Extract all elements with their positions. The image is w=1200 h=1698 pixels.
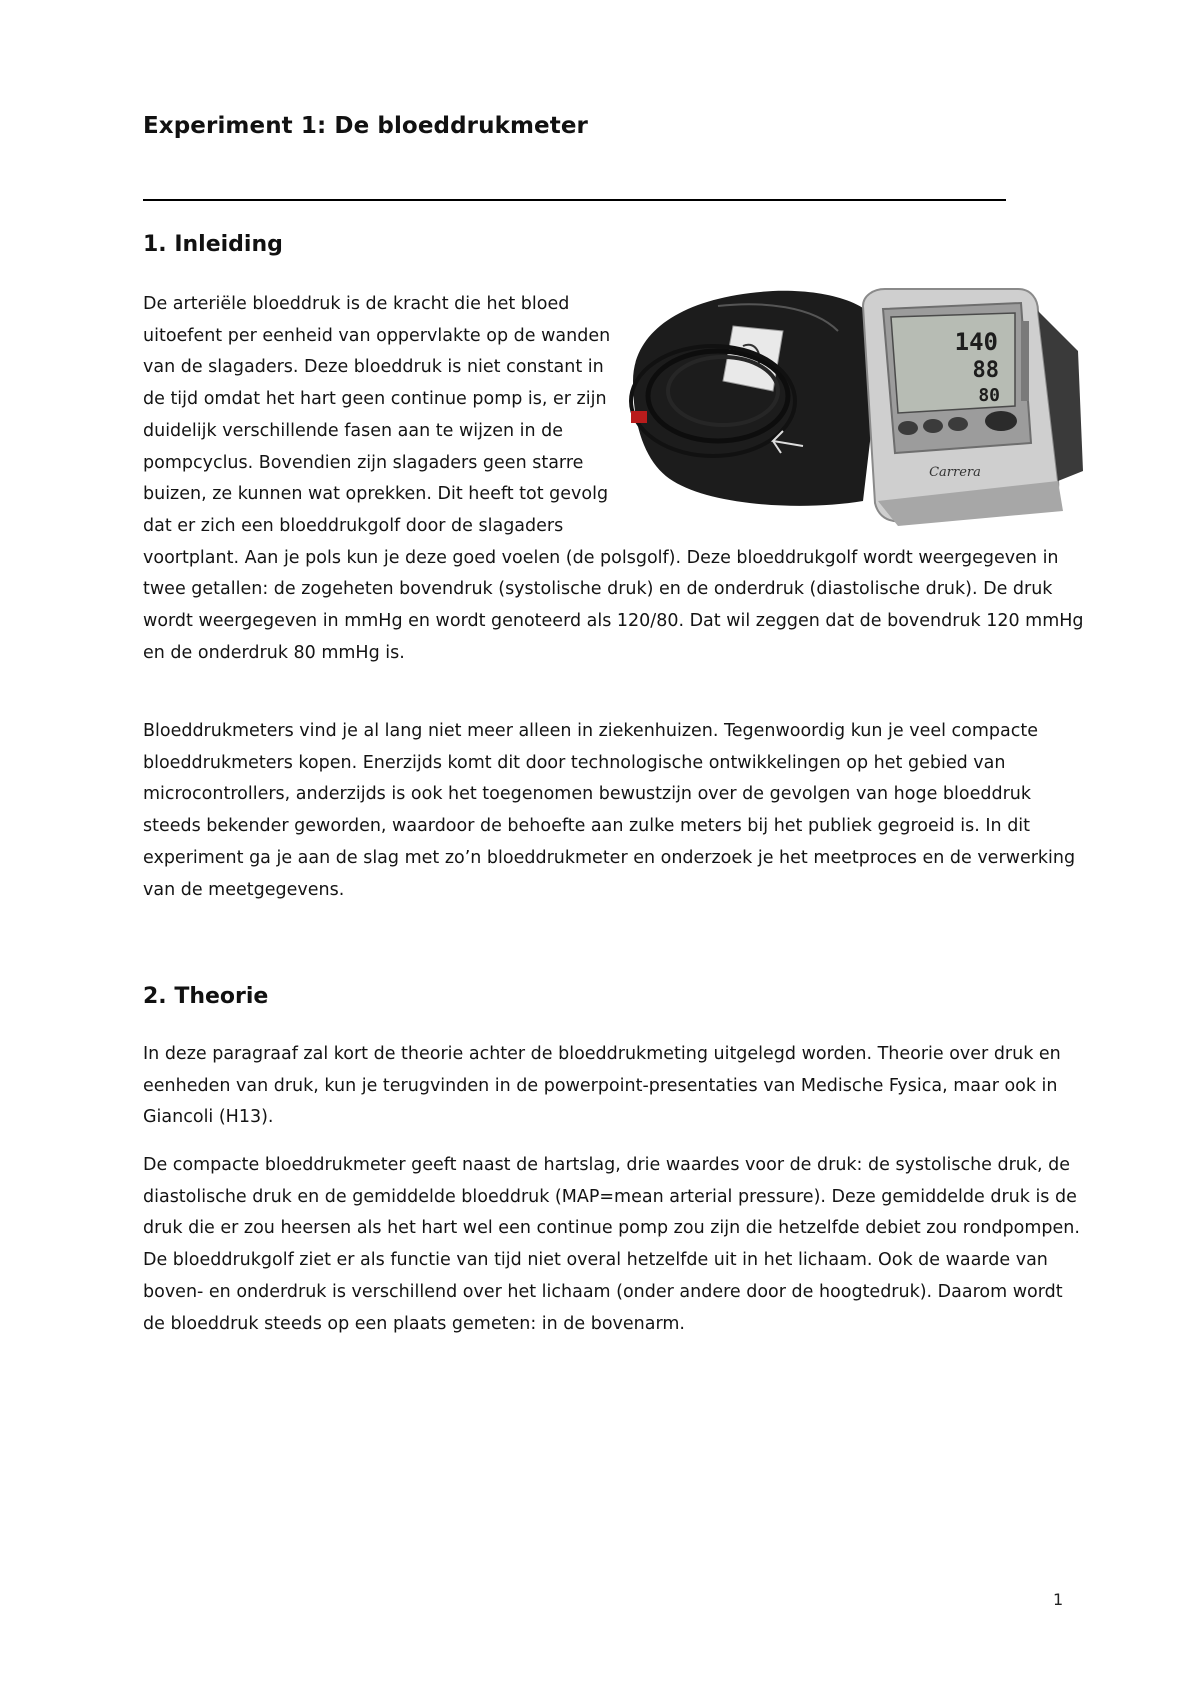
- monitor-brand-label: Carrera: [929, 465, 981, 480]
- section-heading-theorie: 2. Theorie: [143, 984, 269, 1009]
- blood-pressure-monitor-image: [623, 271, 1093, 536]
- document-title: Experiment 1: De bloeddrukmeter: [143, 113, 588, 139]
- lcd-pulse-readout: 80: [978, 385, 1000, 406]
- intro-paragraph-2: Bloeddrukmeters vind je al lang niet meer alleen in ziekenhuizen. Tegenwoordig kun je veel compacte bloeddrukmeters kopen. Enerzijds komt dit door technologische ontwikkelingen op het gebied van microcontrollers, anderzijds is ook het toegenomen bewustzijn over de gevolgen van hoge bloeddruk steeds bekender geworden, waardoor de behoefte aan zulke meters bij het publiek gegroeid is. In dit experiment ga je aan de slag met zo’n bloeddrukmeter en onderzoek je het meetproces en de verwerking van de meetgegevens.: [143, 721, 1076, 900]
- blood-pressure-monitor-figure: [623, 271, 1093, 536]
- intro-paragraph-1: De arteriële bloeddruk is de kracht die het bloed uitoefent per eenheid van oppervlakte op de wanden van de slagaders. Deze bloeddruk is niet constant in de tijd omdat het hart geen continue pomp is, er zijn duidelijk verschillende fasen aan te wijzen in de pompcyclus. Bovendien zijn slagaders geen starre buizen, ze kunnen wat oprekken. Dit heeft tot gevolg dat er zich een bloeddrukgolf door de slagaders voortplant. Aan je pols kun je deze goed voelen (de polsgolf). Deze bloeddrukgolf wordt weergegeven in twee getallen: de zogeheten bovendruk (systolische druk) en de onderdruk (diastolische druk). De druk wordt weergegeven in mmHg en wordt genoteerd als 120/80. Dat wil zeggen dat de bovendruk 120 mmHg en de onderdruk 80 mmHg is.: [143, 294, 1084, 663]
- theory-paragraph-1: In deze paragraaf zal kort de theorie achter de bloeddrukmeting uitgelegd worden. Theorie over druk en eenheden van druk, kun je terugvinden in de powerpoint-presentaties van Medische Fysica, maar ook in Giancoli (H13).: [143, 1044, 1061, 1128]
- section-heading-inleiding: 1. Inleiding: [143, 232, 283, 257]
- theory-paragraph-2: De compacte bloeddrukmeter geeft naast de hartslag, drie waardes voor de druk: de systolische druk, de diastolische druk en de gemiddelde bloeddruk (MAP=mean arterial pressure). Deze gemiddelde druk is de druk die er zou heersen als het hart wel een continue pomp zou zijn die hetzelfde debiet zou rondpompen. De bloeddrukgolf ziet er als functie van tijd niet overal hetzelfde uit in het lichaam. Ook de waarde van boven- en onderdruk is verschillend over het lichaam (onder andere door de hoogtedruk). Daarom wordt de bloeddruk steeds op een plaats gemeten: in de bovenarm.: [143, 1155, 1080, 1334]
- intro-paragraph-container: [143, 289, 1088, 669]
- lcd-systolic-readout: 140: [954, 328, 998, 356]
- page-number: 1: [1053, 1590, 1064, 1609]
- title-divider: [143, 199, 1006, 201]
- lcd-diastolic-readout: 88: [972, 358, 999, 383]
